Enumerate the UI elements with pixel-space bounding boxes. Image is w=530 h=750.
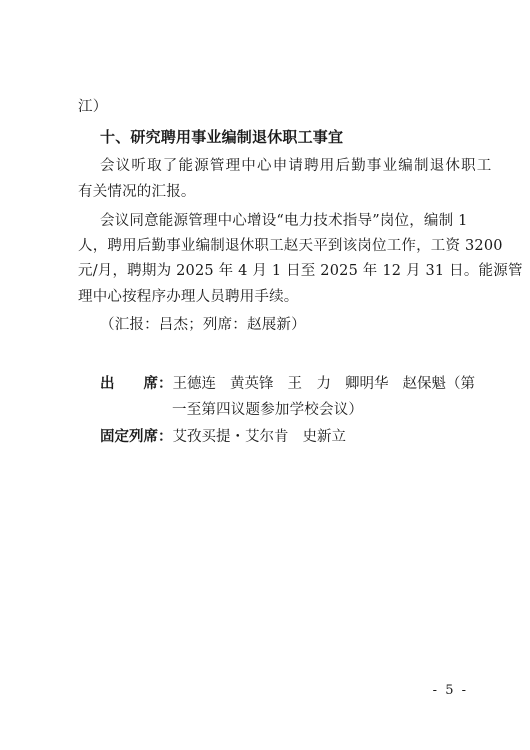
attendee-name: 卿明华 bbox=[345, 376, 389, 392]
fixed-attendance-row bbox=[100, 428, 346, 446]
attendance-row bbox=[100, 375, 475, 393]
section-heading: 十、研究聘用事业编制退休职工事宜 bbox=[100, 128, 344, 146]
attendee-name: 赵保魁 bbox=[402, 376, 446, 392]
attendee-name: 王 力 bbox=[287, 376, 331, 392]
paragraph-2-line-1: 会议同意能源管理中心增设“电力技术指导”岗位，编制 1 bbox=[100, 213, 468, 229]
attend-note-start: （第 bbox=[446, 376, 475, 392]
paragraph-2-line-4: 理中心按程序办理人员聘用手续。 bbox=[78, 289, 299, 305]
paragraph-1-line-1: 会议听取了能源管理中心申请聘用后勤事业编制退休职工 bbox=[100, 158, 493, 174]
attend-note-continuation: 一至第四议题参加学校会议） bbox=[172, 402, 364, 418]
paragraph-1-line-2: 有关情况的汇报。 bbox=[78, 184, 196, 200]
fixed-attendee-name: 艾孜买提・艾尔肯 bbox=[172, 429, 289, 445]
attendee-name: 王德连 bbox=[172, 376, 216, 392]
fixed-label: 固定列席： bbox=[100, 429, 173, 445]
carry-over-text: 江） bbox=[78, 99, 108, 115]
attend-label: 出 席： bbox=[100, 376, 173, 392]
fixed-attendee-name: 史新立 bbox=[302, 429, 346, 445]
paragraph-2-line-3: 元/月，聘期为 2025 年 4 月 1 日至 2025 年 12 月 31 日。能源管 bbox=[78, 263, 523, 279]
report-note: （汇报：吕杰；列席：赵展新） bbox=[100, 317, 306, 333]
page-number: - 5 - bbox=[432, 683, 468, 698]
attendee-name: 黄英锋 bbox=[230, 376, 274, 392]
paragraph-2-line-2: 人，聘用后勤事业编制退休职工赵天平到该岗位工作，工资 3200 bbox=[78, 238, 503, 254]
